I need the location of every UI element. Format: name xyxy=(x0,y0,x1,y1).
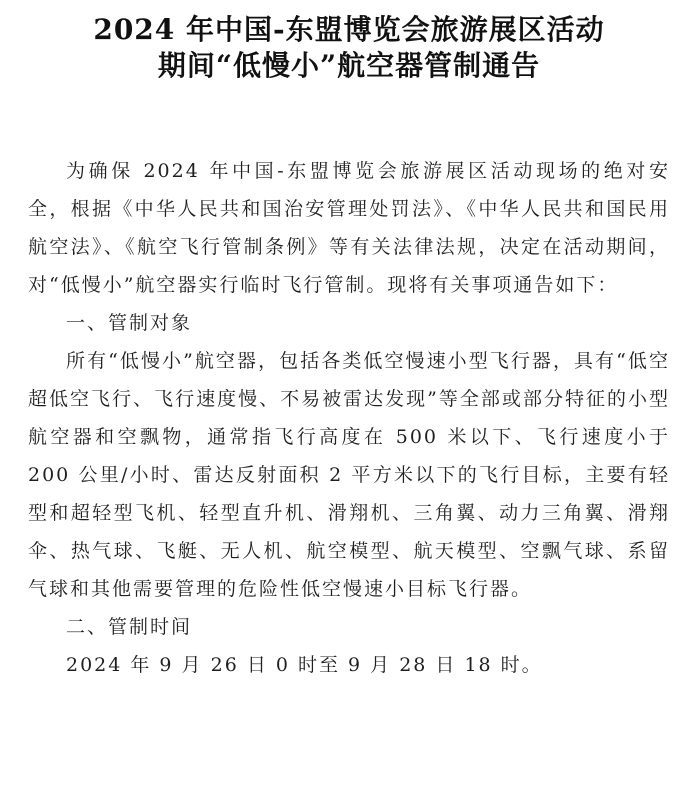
notice-body xyxy=(28,152,670,684)
intro-paragraph: 为确保 2024 年中国-东盟博览会旅游展区活动现场的绝对安全，根据《中华人民共和国治安管理处罚法》、《中华人民共和国民用航空法》、《航空飞行管制条例》等有关法律法规，决定在活动期间，对“低慢小”航空器实行临时飞行管制。现将有关事项通告如下： xyxy=(28,160,670,296)
title-line-2: 期间“低慢小”航空器管制通告 xyxy=(157,49,541,82)
section-text-targets: 所有“低慢小”航空器，包括各类低空慢速小型飞行器，具有“低空超低空飞行、飞行速度慢、不易被雷达发现”等全部或部分特征的小型航空器和空飘物，通常指飞行高度在 500 米以下、飞行速度小于 200 公里/小时、雷达反射面积 2 平方米以下的飞行目标，主要有轻型和超轻型飞机、轻型直升机、滑翔机、三角翼、动力三角翼、滑翔伞、热气球、飞艇、无人机、航空模型、航天模型、空飘气球、系留气球和其他需要管理的危险性低空慢速小目标飞行器。 xyxy=(28,350,670,600)
section-heading-targets: 一、管制对象 xyxy=(66,312,193,334)
section-heading-time: 二、管制时间 xyxy=(66,616,193,638)
title-line-1: 2024 年中国-东盟博览会旅游展区活动 xyxy=(93,13,605,46)
notice-title xyxy=(28,12,670,84)
section-text-time: 2024 年 9 月 26 日 0 时至 9 月 28 日 18 时。 xyxy=(66,654,543,676)
